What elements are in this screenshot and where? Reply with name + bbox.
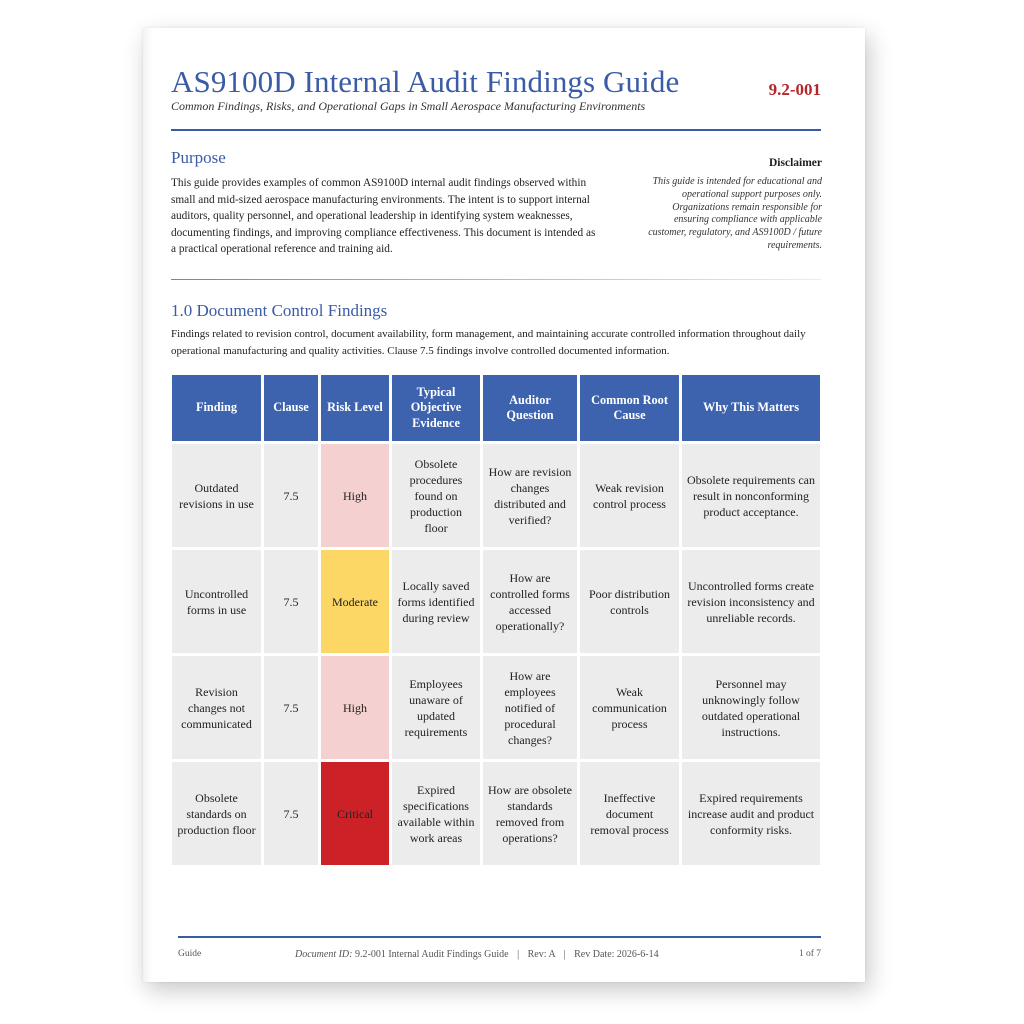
cell-question: How are employees notified of procedural changes? <box>483 656 577 759</box>
cell-evidence: Employees unaware of updated requirements <box>392 656 480 759</box>
cell-evidence: Expired specifications available within work areas <box>392 762 480 865</box>
risk-level-badge: High <box>321 444 389 547</box>
table-row <box>172 444 820 547</box>
table-header-row <box>172 375 820 441</box>
cell-clause: 7.5 <box>264 762 318 865</box>
footer-separator: | <box>563 949 566 960</box>
cell-question: How are obsolete standards removed from operations? <box>483 762 577 865</box>
document-title: AS9100D Internal Audit Findings Guide <box>171 64 680 99</box>
cell-why-matters: Uncontrolled forms create revision inconsistency and unreliable records. <box>682 550 820 653</box>
footer-revision-date: Rev Date: 2026-6-14 <box>574 949 659 960</box>
findings-table <box>169 372 823 868</box>
document-number: 9.2-001 <box>768 80 821 99</box>
document-page <box>143 28 865 982</box>
footer-divider <box>178 936 821 938</box>
header-finding: Finding <box>172 375 261 441</box>
section-divider <box>171 279 821 280</box>
cell-evidence: Locally saved forms identified during review <box>392 550 480 653</box>
risk-level-badge: Critical <box>321 762 389 865</box>
footer-doc-id-label: Document ID: <box>295 949 353 960</box>
footer-revision: Rev: A <box>527 949 556 960</box>
header-objective-evidence: Typical Objective Evidence <box>392 375 480 441</box>
header-root-cause: Common Root Cause <box>580 375 679 441</box>
table-row <box>172 550 820 653</box>
header-clause: Clause <box>264 375 318 441</box>
cell-why-matters: Expired requirements increase audit and product conformity risks. <box>682 762 820 865</box>
cell-root-cause: Poor distribution controls <box>580 550 679 653</box>
table-row <box>172 656 820 759</box>
cell-evidence: Obsolete procedures found on production floor <box>392 444 480 547</box>
cell-finding: Uncontrolled forms in use <box>172 550 261 653</box>
cell-why-matters: Obsolete requirements can result in nonconforming product acceptance. <box>682 444 820 547</box>
cell-clause: 7.5 <box>264 550 318 653</box>
disclaimer-heading: Disclaimer <box>768 157 822 169</box>
cell-root-cause: Weak communication process <box>580 656 679 759</box>
purpose-heading: Purpose <box>171 148 226 167</box>
header-auditor-question: Auditor Question <box>483 375 577 441</box>
title-divider <box>171 129 821 131</box>
cell-question: How are controlled forms accessed operationally? <box>483 550 577 653</box>
section-heading: 1.0 Document Control Findings <box>171 301 388 320</box>
header-risk-level: Risk Level <box>321 375 389 441</box>
page-edge-shadow <box>143 28 153 982</box>
purpose-text: This guide provides examples of common AS9100D internal audit findings observed within small and mid-sized aerospace manufacturing environments. The intent is to support internal auditors, quality personnel, and operational leadership in identifying system weaknesses, documenting findings, and improving compliance effectiveness. This document is intended as a practical operational reference and training aid. <box>171 177 596 255</box>
table-row <box>172 762 820 865</box>
footer-doc-id: 9.2-001 Internal Audit Findings Guide <box>354 949 509 960</box>
cell-why-matters: Personnel may unknowingly follow outdated operational instructions. <box>682 656 820 759</box>
cell-clause: 7.5 <box>264 656 318 759</box>
header-why-matters: Why This Matters <box>682 375 820 441</box>
cell-finding: Outdated revisions in use <box>172 444 261 547</box>
footer-page-number: 1 of 7 <box>798 949 821 959</box>
document-subtitle: Common Findings, Risks, and Operational Gaps in Small Aerospace Manufacturing Environments <box>171 99 646 113</box>
footer-doc-type: Guide <box>178 949 202 959</box>
cell-root-cause: Ineffective document removal process <box>580 762 679 865</box>
section-intro: Findings related to revision control, document availability, form management, and maintaining accurate controlled information throughout daily operational manufacturing and quality activities. Clause 7.5 findings involve controlled documented information. <box>171 328 806 357</box>
cell-finding: Revision changes not communicated <box>172 656 261 759</box>
disclaimer-text: This guide is intended for educational and operational support purposes only. Organizations remain responsible for ensuring compliance with applicable customer, regulatory, and AS9100D / future requirements. <box>648 176 822 251</box>
footer-document-info <box>295 949 659 960</box>
risk-level-badge: Moderate <box>321 550 389 653</box>
cell-finding: Obsolete standards on production floor <box>172 762 261 865</box>
cell-root-cause: Weak revision control process <box>580 444 679 547</box>
footer-separator: | <box>517 949 520 960</box>
risk-level-badge: High <box>321 656 389 759</box>
cell-question: How are revision changes distributed and verified? <box>483 444 577 547</box>
cell-clause: 7.5 <box>264 444 318 547</box>
